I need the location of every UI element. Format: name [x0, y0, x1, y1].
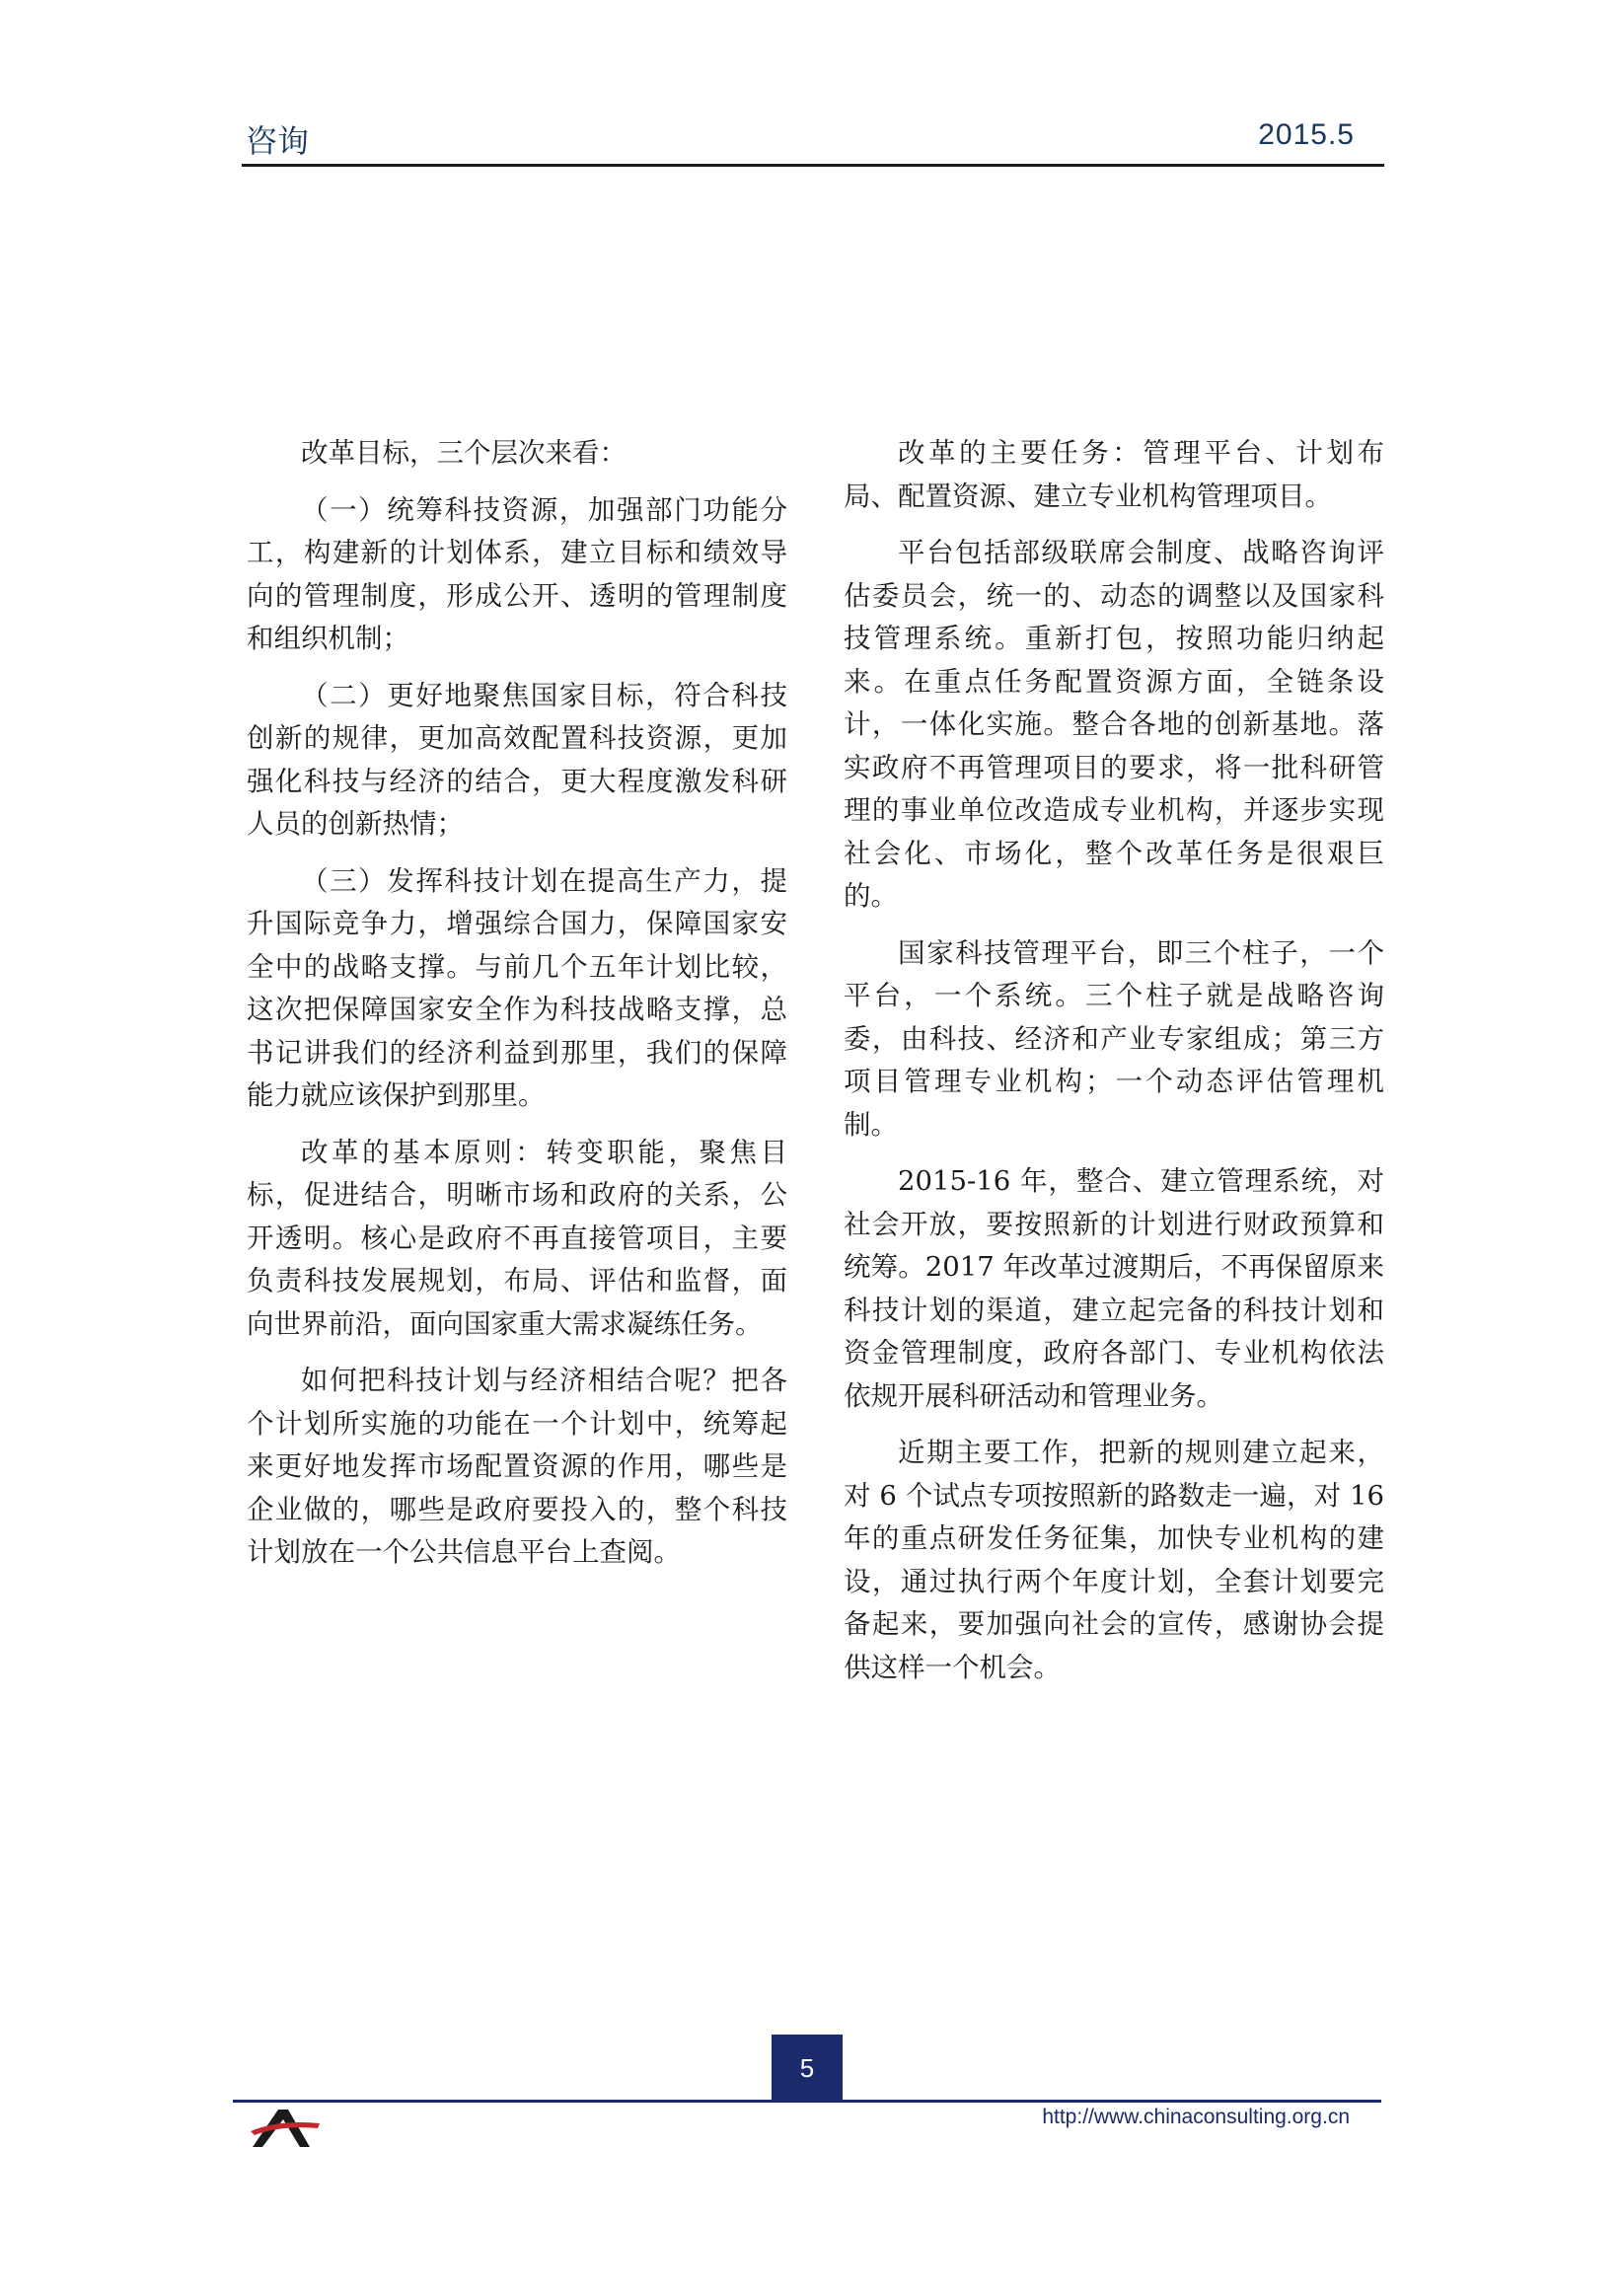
paragraph: 改革的基本原则：转变职能，聚焦目标，促进结合，明晰市场和政府的关系，公开透明。核心是政府不再直接管项目，主要负责科技发展规划，布局、评估和监督，面向世界前沿，面向国家重大需求凝练任务。	[247, 1136, 787, 1340]
website-url[interactable]: http://www.chinaconsulting.org.cn	[1042, 2106, 1350, 2128]
issue-date: 2015.5	[1258, 118, 1355, 151]
paragraph: 改革目标，三个层次来看：	[301, 437, 627, 469]
left-column	[247, 432, 787, 1589]
page-number: 5	[772, 2035, 843, 2102]
right-column	[844, 432, 1384, 1703]
section-title: 咨询	[246, 122, 310, 160]
paragraph: 平台包括部级联席会制度、战略咨询评估委员会，统一的、动态的调整以及国家科技管理系统。重新打包，按照功能归纳起来。在重点任务配置资源方面，全链条设计，一体化实施。整合各地的创新基地。落实政府不再管理项目的要求，将一批科研管理的事业单位改造成专业机构，并逐步实现社会化、市场化，整个改革任务是很艰巨的。	[844, 537, 1384, 912]
page-header	[242, 111, 1384, 167]
paragraph: 如何把科技计划与经济相结合呢？把各个计划所实施的功能在一个计划中，统筹起来更好地发挥市场配置资源的作用，哪些是企业做的，哪些是政府要投入的，整个科技计划放在一个公共信息平台上查阅。	[247, 1365, 787, 1568]
paragraph: 2015-16 年，整合、建立管理系统，对社会开放，要按照新的计划进行财政预算和统筹。2017 年改革过渡期后，不再保留原来科技计划的渠道，建立起完备的科技计划和资金管理制度，政府各部门、专业机构依法依规开展科研活动和管理业务。	[844, 1165, 1384, 1412]
paragraph: 国家科技管理平台，即三个柱子，一个平台，一个系统。三个柱子就是战略咨询委，由科技、经济和产业专家组成；第三方项目管理专业机构；一个动态评估管理机制。	[844, 936, 1384, 1141]
paragraph: 改革的主要任务：管理平台、计划布局、配置资源、建立专业机构管理项目。	[844, 437, 1384, 512]
paragraph: （一）统筹科技资源，加强部门功能分工，构建新的计划体系，建立目标和绩效导向的管理制度，形成公开、透明的管理制度和组织机制；	[247, 493, 787, 654]
paragraph: （二）更好地聚焦国家目标，符合科技创新的规律，更加高效配置科技资源，更加强化科技与经济的结合，更大程度激发科研人员的创新热情；	[247, 679, 787, 840]
chinaconsulting-logo-icon	[249, 2102, 324, 2149]
paragraph: （三）发挥科技计划在提高生产力，提升国际竞争力，增强综合国力，保障国家安全中的战略支撑。与前几个五年计划比较，这次把保障国家安全作为科技战略支撑，总书记讲我们的经济利益到那里，我们的保障能力就应该保护到那里。	[247, 864, 787, 1111]
paragraph: 近期主要工作，把新的规则建立起来，对 6 个试点专项按照新的路数走一遍，对 16 年的重点研发任务征集，加快专业机构的建设，通过执行两个年度计划，全套计划要完备起来，要加强向社会的宣传，感谢协会提供这样一个机会。	[844, 1437, 1384, 1683]
